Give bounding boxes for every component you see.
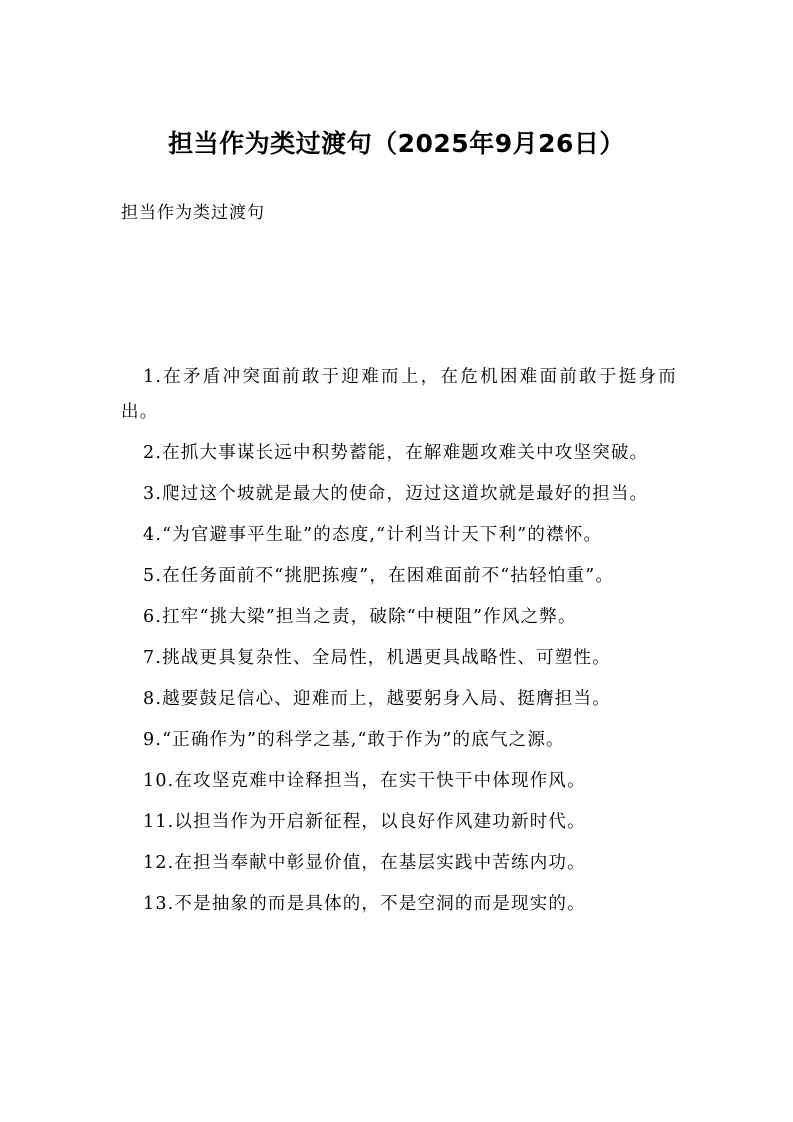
- list-item: 7.挑战更具复杂性、全局性，机遇更具战略性、可塑性。: [143, 648, 611, 668]
- list-item: 4.“为官避事平生耻”的态度,“计利当计天下利”的襟怀。: [143, 525, 603, 545]
- list-item: 13.不是抽象的而是具体的，不是空洞的而是现实的。: [143, 894, 586, 914]
- list-item: 6.扛牢“挑大梁”担当之责，破除“中梗阻”作风之弊。: [143, 607, 577, 627]
- list-item: 11.以担当作为开启新征程，以良好作风建功新时代。: [143, 812, 586, 832]
- list-item: 8.越要鼓足信心、迎难而上，越要躬身入局、挺膺担当。: [143, 689, 611, 709]
- document-subtitle: 担当作为类过渡句: [121, 203, 265, 223]
- list-item: 12.在担当奉献中彰显价值，在基层实践中苦练内功。: [143, 853, 586, 873]
- list-item: 3.爬过这个坡就是最大的使命，迈过这道坎就是最好的担当。: [143, 484, 649, 504]
- list-item: 9.“正确作为”的科学之基,“敢于作为”的底气之源。: [143, 730, 565, 750]
- list-item: 1.在矛盾冲突面前敢于迎难而上，在危机困难面前敢于挺身而出。: [121, 367, 677, 422]
- list-item: 2.在抓大事谋长远中积势蓄能，在解难题攻难关中攻坚突破。: [143, 443, 649, 463]
- list-item: 10.在攻坚克难中诠释担当，在实干快干中体现作风。: [143, 771, 586, 791]
- list-item: 5.在任务面前不“挑肥拣瘦”，在困难面前不“拈轻怕重”。: [143, 566, 615, 586]
- document-title: 担当作为类过渡句（2025年9月26日）: [168, 129, 625, 158]
- sentence-list: [121, 360, 677, 928]
